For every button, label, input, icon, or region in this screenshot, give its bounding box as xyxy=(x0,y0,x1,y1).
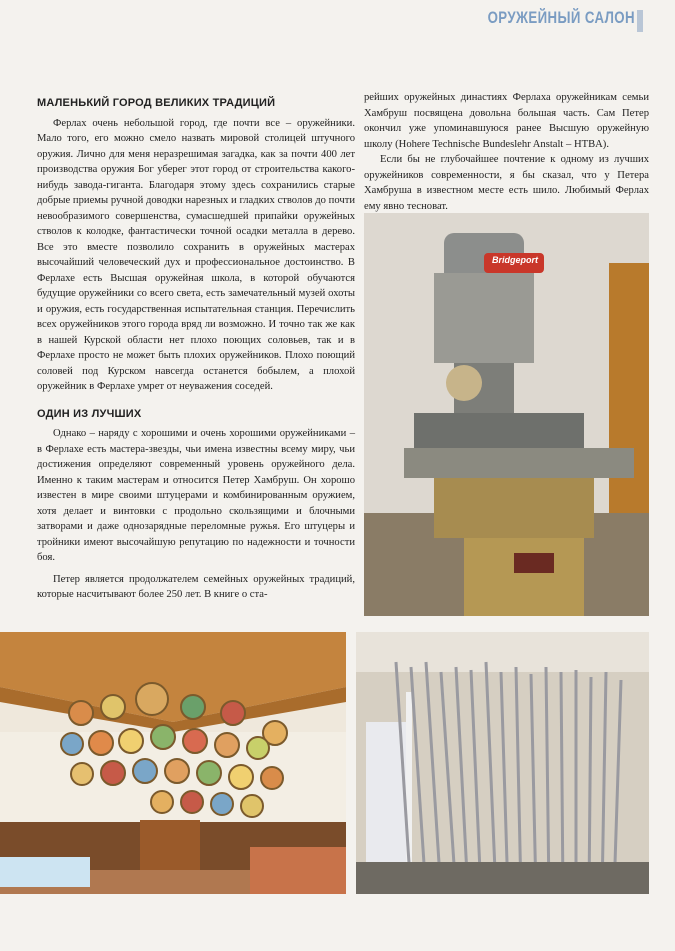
target-plate xyxy=(164,758,190,784)
section-title: ОРУЖЕЙНЫЙ САЛОН xyxy=(487,8,635,27)
milling-machine-illustration xyxy=(364,213,649,616)
target-plate xyxy=(220,700,246,726)
paragraph-respect: Если бы не глубочайшее почтение к одному из лучших оружейников современности, я бы сказал, что у Петера Хамбруша в известном месте есть шило. Любимый Ферлах ему явно тесноват. xyxy=(364,154,649,212)
target-plate xyxy=(196,760,222,786)
right-column xyxy=(364,90,649,214)
target-plate xyxy=(214,732,240,758)
header-accent-bar xyxy=(637,10,643,32)
target-plate xyxy=(240,794,264,818)
machine-brand-label: Bridgeport xyxy=(492,255,538,265)
barrels-illustration xyxy=(356,632,649,894)
target-plate xyxy=(246,736,270,760)
target-plate xyxy=(135,682,169,716)
target-plate xyxy=(70,762,94,786)
heading-small-town: МАЛЕНЬКИЙ ГОРОД ВЕЛИКИХ ТРАДИЦИЙ xyxy=(37,97,276,109)
target-plate xyxy=(210,792,234,816)
target-plate xyxy=(68,700,94,726)
target-plate xyxy=(88,730,114,756)
paragraph-dynasties: рейших оружейных династиях Ферлаха оружейникам семьи Хамбруш посвящена довольна большая часть. Сам Петер окончил уже упоминавшуюся ранее Высшую оружейную школу (Hohere Technische Bundeslehr Anstalt – HTBA). xyxy=(364,92,649,150)
target-hall-photo xyxy=(0,632,346,894)
target-plate xyxy=(228,764,254,790)
milling-machine-photo xyxy=(364,213,649,616)
target-plate xyxy=(180,694,206,720)
target-plate xyxy=(100,760,126,786)
gun-barrels-photo xyxy=(356,632,649,894)
target-plate xyxy=(150,724,176,750)
paragraph-ferlach: Ферлах очень небольшой город, где почти все – оружейники. Мало того, его можно смело назвать мировой столицей штучного оружия. Лично для меня неразрешимая загадка, как за почти 400 лет производства оружия Бог уберег этот город от строительства какого-нибудь завода-гиганта. Благодаря этому здесь сохранились старые добрые приемы ручной доводки нарезных и гладких стволов до почти невообразимого совершенства, сумасшедшей припайки оружейных стволов к колодке, фантастически точной осадки металла в дерево. Все это вместе позволило сохранить в оружейных мастерах высочайший человеческий дух и профессиональное достоинство. В Ферлахе есть Высшая оружейная школа, в которой обучаются будущие оружейники со всего света, есть замечательный музей охоты и оружия, есть государственная испытательная станция. Перечислить всех оружейников этого города вряд ли возможно. И точно так же как в нашей Курской области нет плохо поющих соловьев, так и в Ферлахе просто не может быть плохих оружейников. Плохо поющий соловей под Курском навсегда останется бобылем, а плохой оружейник в Ферлахе умрет от неуважения соседей. xyxy=(37,117,355,392)
target-plate xyxy=(260,766,284,790)
heading-one-of-best: ОДИН ИЗ ЛУЧШИХ xyxy=(37,407,142,420)
target-plate xyxy=(180,790,204,814)
target-plate xyxy=(150,790,174,814)
target-plate xyxy=(132,758,158,784)
target-plate xyxy=(182,728,208,754)
target-plate xyxy=(60,732,84,756)
paragraph-masters: Однако – наряду с хорошими и очень хорошими оружейниками – в Ферлахе есть мастера-звезды, чьи имена известны всему миру, чьи достижения определяют современный уровень оружейного дела. Именно к таким мастерам и относится Петер Хамбруш. Он хорошо известен в мире своими штуцерами и комбинированным оружием, хотя делает и винтовки с продольно скользящими и блочными затворами и даже однозарядные переломные ружья. Его штуцеры и тройники имеют высочайшую репутацию по надежности и точности боя. xyxy=(37,428,355,563)
paragraph-traditions: Петер является продолжателем семейных оружейных традиций, которые насчитывают более 250 лет. В книге о ста- xyxy=(37,573,355,600)
target-plate xyxy=(100,694,126,720)
target-plate xyxy=(118,728,144,754)
left-column xyxy=(37,90,355,603)
